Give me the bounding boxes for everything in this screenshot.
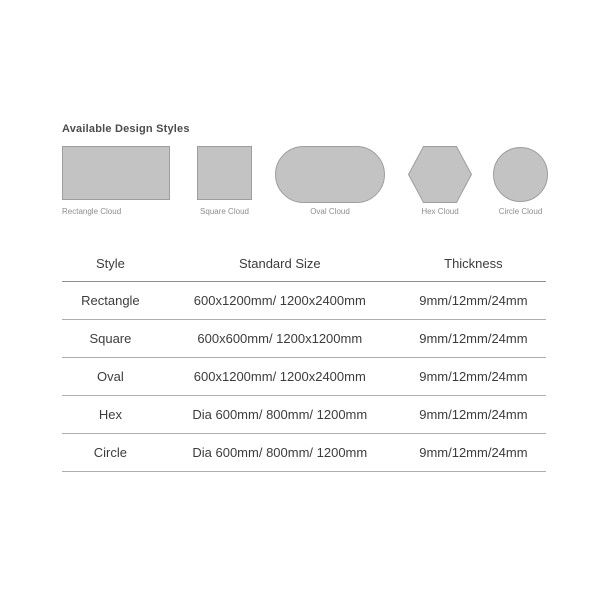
hexagon-shape <box>408 146 472 203</box>
design-styles-row <box>0 146 600 222</box>
cell-thickness: 9mm/12mm/24mm <box>401 320 546 358</box>
column-header-thickness: Thickness <box>401 246 546 282</box>
rectangle-shape <box>62 146 170 200</box>
shape-label: Hex Cloud <box>421 207 459 216</box>
column-header-style: Style <box>62 246 159 282</box>
cell-thickness: 9mm/12mm/24mm <box>401 358 546 396</box>
cell-style: Rectangle <box>62 282 159 320</box>
cell-size: 600x1200mm/ 1200x2400mm <box>159 282 401 320</box>
spec-table <box>62 246 546 472</box>
column-header-size: Standard Size <box>159 246 401 282</box>
cell-size: Dia 600mm/ 800mm/ 1200mm <box>159 396 401 434</box>
table-row <box>62 434 546 472</box>
cell-style: Square <box>62 320 159 358</box>
cell-thickness: 9mm/12mm/24mm <box>401 396 546 434</box>
section-title: Available Design Styles <box>62 123 190 135</box>
cell-size: Dia 600mm/ 800mm/ 1200mm <box>159 434 401 472</box>
cell-size: 600x600mm/ 1200x1200mm <box>159 320 401 358</box>
table-row <box>62 396 546 434</box>
cell-thickness: 9mm/12mm/24mm <box>401 434 546 472</box>
cell-size: 600x1200mm/ 1200x2400mm <box>159 358 401 396</box>
table-header-row <box>62 246 546 282</box>
cell-style: Hex <box>62 396 159 434</box>
square-shape <box>197 146 252 200</box>
design-style-square <box>197 146 252 216</box>
table-row <box>62 282 546 320</box>
cell-style: Circle <box>62 434 159 472</box>
design-style-hex <box>408 146 472 216</box>
shape-label: Rectangle Cloud <box>62 207 122 216</box>
oval-shape <box>275 146 385 203</box>
shape-label: Circle Cloud <box>498 207 543 216</box>
shape-label: Oval Cloud <box>310 207 350 216</box>
circle-shape <box>493 147 548 202</box>
shape-label: Square Cloud <box>200 207 249 216</box>
table-row <box>62 320 546 358</box>
table-row <box>62 358 546 396</box>
design-style-rectangle <box>62 146 170 216</box>
design-style-oval <box>275 146 385 216</box>
design-style-circle <box>493 146 548 216</box>
cell-style: Oval <box>62 358 159 396</box>
cell-thickness: 9mm/12mm/24mm <box>401 282 546 320</box>
